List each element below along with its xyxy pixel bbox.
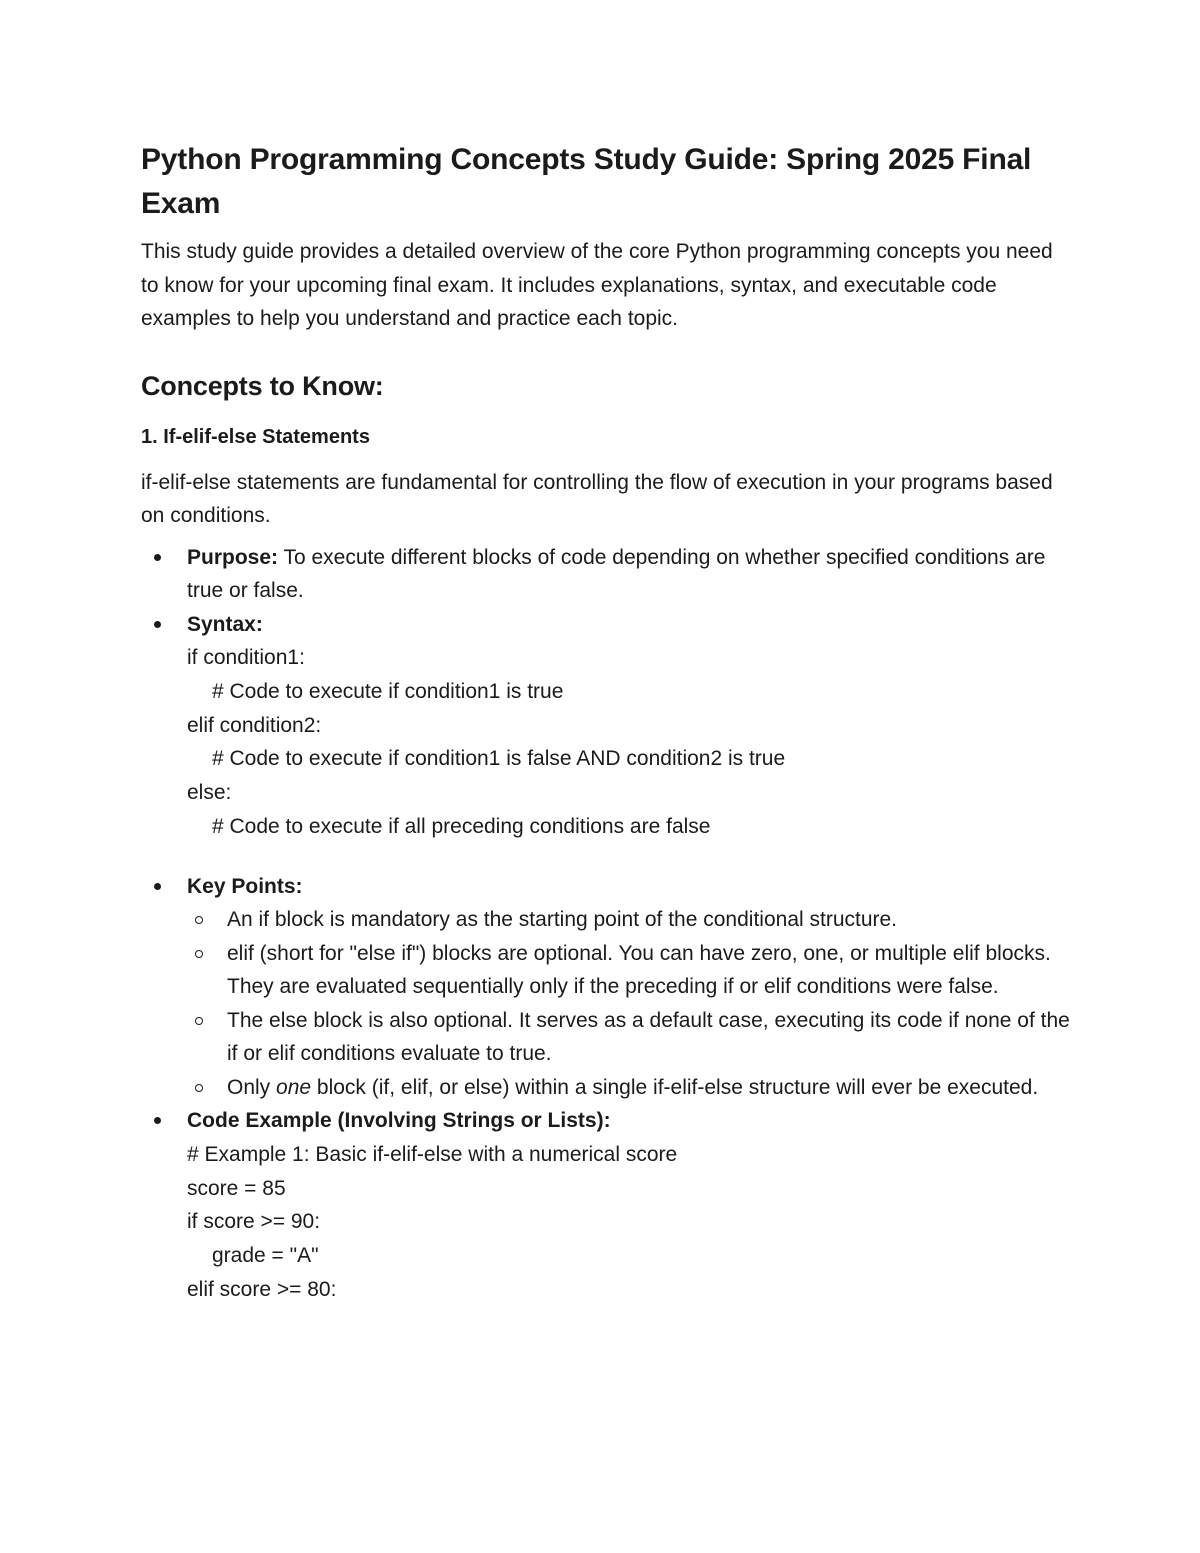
list-item-code-example [141,1104,1071,1306]
section-description: if-elif-else statements are fundamental for controlling the flow of execution in your programs based on conditions. [141,470,1053,527]
bullet-icon [154,883,161,890]
code-line: elif score >= 80: [187,1277,337,1301]
hollow-bullet-icon [195,950,203,958]
key-point-text-before: Only [227,1075,277,1099]
spacer [187,844,1071,870]
document-page [141,138,1071,1307]
hollow-bullet-icon [195,916,203,924]
syntax-line: # Code to execute if condition1 is true [212,679,564,703]
purpose-text: To execute different blocks of code depending on whether specified conditions are true or false. [187,545,1046,602]
code-line: if score >= 90: [187,1210,321,1234]
list-item-key-points [141,870,1071,1105]
key-point-emphasis: one [276,1075,312,1099]
key-point-text-after: block (if, elif, or else) within a single if-elif-else structure will ever be executed. [311,1075,1039,1099]
key-point-item [187,903,1071,937]
concepts-heading: Concepts to Know: [141,370,384,401]
key-point-item [187,937,1071,1004]
intro-paragraph: This study guide provides a detailed overview of the core Python programming concepts you need to know for your upcoming final exam. It includes explanations, syntax, and executable code examples to help you understand and practice each topic. [141,240,1053,330]
bullet-icon [154,1117,161,1124]
key-points-label: Key Points: [187,874,303,898]
syntax-block [187,641,1071,844]
document-title: Python Programming Concepts Study Guide: Spring 2025 Final Exam [141,143,1032,220]
key-point-item [187,1004,1071,1071]
list-item-syntax [141,608,1071,870]
syntax-line: # Code to execute if condition1 is false AND condition2 is true [212,747,786,771]
key-point-text: elif (short for "else if") blocks are optional. You can have zero, one, or multiple elif blocks. They are evaluated sequentially only if the preceding if or elif conditions were false. [227,941,1051,999]
purpose-label: Purpose: [187,545,279,569]
hollow-bullet-icon [195,1084,203,1092]
topic-list [141,541,1071,1307]
bullet-icon [154,621,161,628]
syntax-line: if condition1: [187,646,305,669]
key-point-text: An if block is mandatory as the starting point of the conditional structure. [227,908,898,932]
syntax-label: Syntax: [187,612,263,636]
code-example-label: Code Example (Involving Strings or Lists): [187,1109,611,1133]
key-point-text: The else block is also optional. It serves as a default case, executing its code if none of the if or elif conditions evaluate to true. [227,1008,1070,1066]
code-line: score = 85 [187,1176,286,1200]
code-example-block [187,1138,1071,1307]
list-item-purpose [141,541,1071,608]
key-point-item [187,1071,1071,1105]
section-heading-if-elif-else: 1. If-elif-else Statements [141,425,370,448]
syntax-line: elif condition2: [187,713,322,737]
key-points-list [187,903,1071,1104]
syntax-line: else: [187,781,232,805]
code-line: # Example 1: Basic if-elif-else with a numerical score [187,1142,678,1166]
syntax-line: # Code to execute if all preceding conditions are false [212,814,711,838]
code-line: grade = "A" [212,1244,319,1268]
hollow-bullet-icon [195,1017,203,1025]
bullet-icon [154,554,161,561]
